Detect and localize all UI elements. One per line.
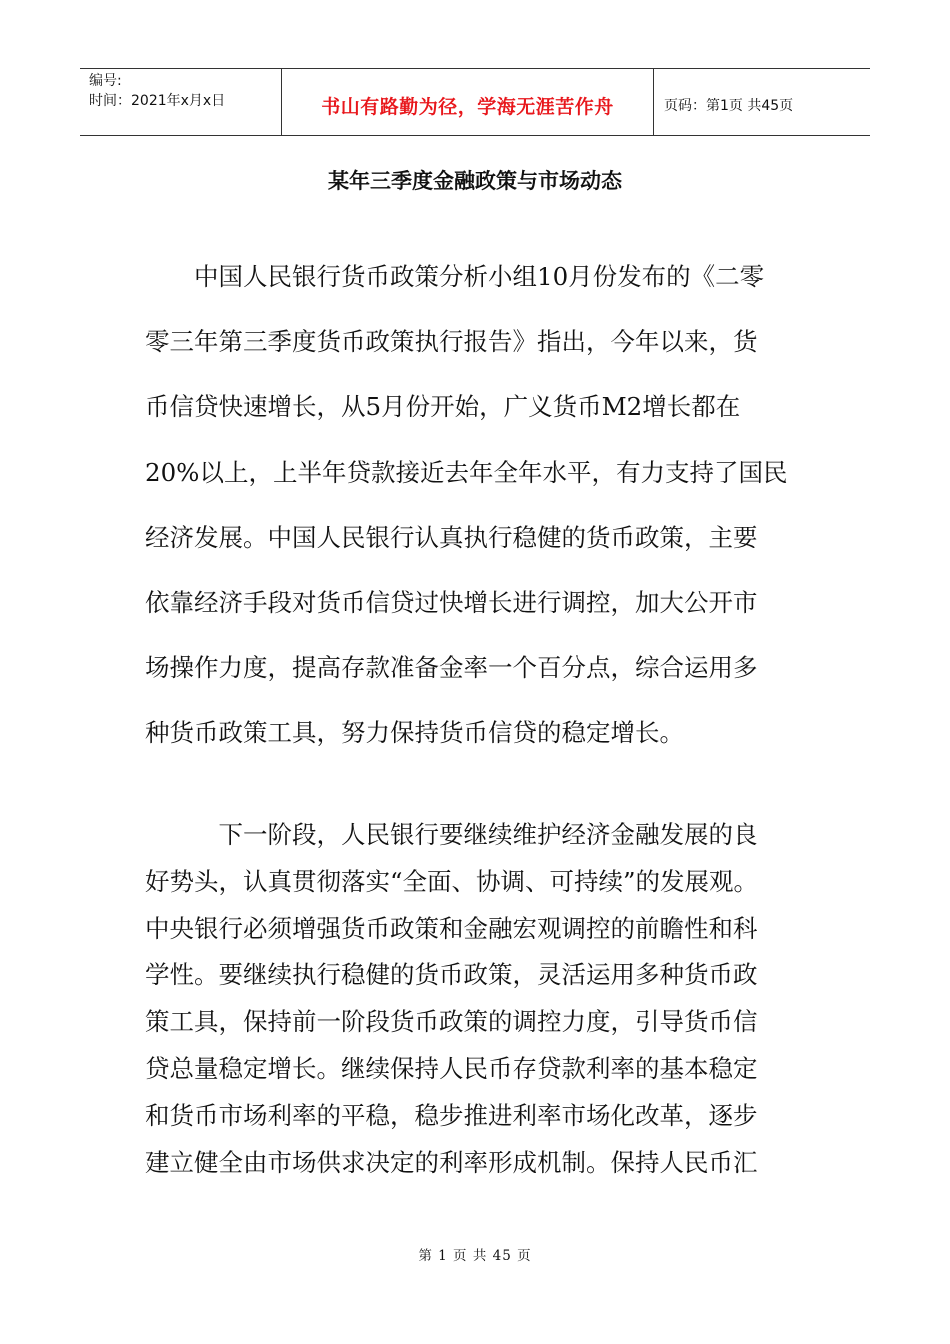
paragraph-line: 20%以上，上半年贷款接近去年全年水平，有力支持了国民 (145, 457, 788, 487)
paragraph-line: 贷总量稳定增长。继续保持人民币存贷款利率的基本稳定 (145, 1053, 758, 1083)
paragraph-line: 学性。要继续执行稳健的货币政策，灵活运用多种货币政 (145, 960, 758, 990)
document-title: 某年三季度金融政策与市场动态 (328, 169, 622, 193)
header-motto-cell (282, 69, 654, 135)
paragraph-line: 中央银行必须增强货币政策和金融宏观调控的前瞻性和科 (145, 913, 758, 943)
paragraph-1 (145, 244, 810, 766)
paragraph-line: 零三年第三季度货币政策执行报告》指出，今年以来，货 (145, 327, 758, 357)
paragraph-line: 和货币市场利率的平稳，稳步推进利率市场化改革，逐步 (145, 1100, 758, 1130)
paragraph-line: 策工具，保持前一阶段货币政策的调控力度，引导货币信 (145, 1007, 758, 1037)
document-time-label: 时间：2021年x月x日 (89, 93, 226, 109)
document-header (80, 68, 870, 136)
paragraph-line: 场操作力度，提高存款准备金率一个百分点，综合运用多 (145, 653, 758, 683)
paragraph-line: 中国人民银行货币政策分析小组10月份发布的《二零 (145, 262, 765, 291)
paragraph-line: 好势头，认真贯彻落实“全面、协调、可持续”的发展观。 (145, 866, 759, 896)
paragraph-2 (145, 812, 810, 1186)
paragraph-line: 币信贷快速增长，从5月份开始，广义货币M2增长都在 (145, 392, 741, 422)
paragraph-line: 依靠经济手段对货币信贷过快增长进行调控，加大公开市 (145, 588, 758, 618)
paragraph-line: 经济发展。中国人民银行认真执行稳健的货币政策，主要 (145, 522, 758, 552)
paragraph-line: 种货币政策工具，努力保持货币信贷的稳定增长。 (145, 718, 684, 748)
paragraph-line: 建立健全由市场供求决定的利率形成机制。保持人民币汇 (145, 1147, 758, 1177)
header-page-info: 页码：第1页 共45页 (664, 98, 794, 114)
header-page-cell (654, 69, 870, 135)
document-number-label: 编号: (89, 73, 122, 89)
header-meta-cell (80, 69, 282, 135)
paragraph-line: 下一阶段，人民银行要继续维护经济金融发展的良 (145, 820, 758, 849)
page-footer: 第 1 页 共 45 页 (418, 1248, 532, 1264)
header-motto: 书山有路勤为径，学海无涯苦作舟 (321, 95, 614, 118)
